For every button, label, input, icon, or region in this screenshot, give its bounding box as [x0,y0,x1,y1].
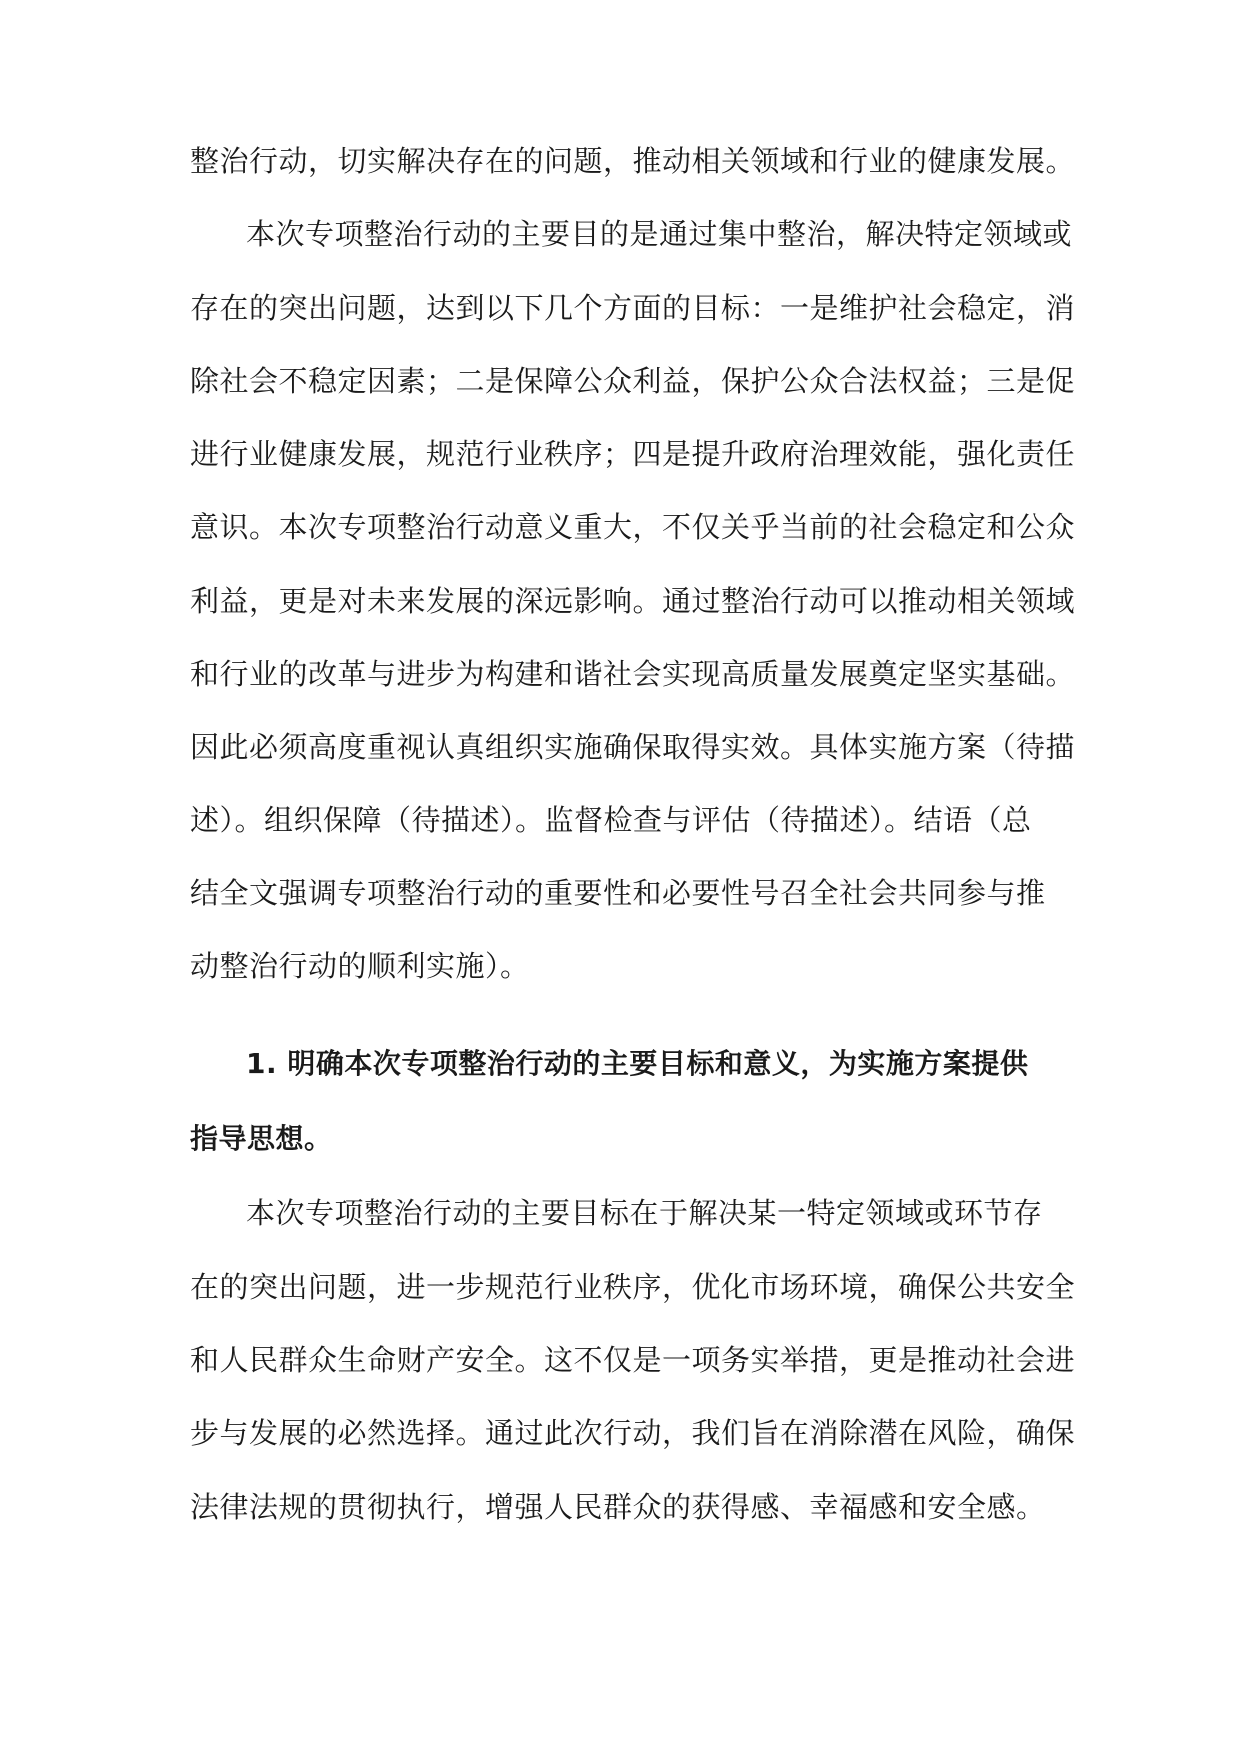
paragraph-line: 因此必须高度重视认真组织实施确保取得实效。具体实施方案（待描 [190,730,1076,764]
paragraph-line: 存在的突出问题，达到以下几个方面的目标：一是维护社会稳定，消 [190,291,1076,325]
paragraph-line: 在的突出问题，进一步规范行业秩序，优化市场环境，确保公共安全 [190,1270,1076,1304]
paragraph-line: 本次专项整治行动的主要目标在于解决某一特定领域或环节存 [246,1196,1043,1230]
paragraph-line: 述）。组织保障（待描述）。监督检查与评估（待描述）。结语（总 [190,803,1032,837]
paragraph-line: 动整治行动的顺利实施）。 [190,949,530,983]
paragraph-line: 和行业的改革与进步为构建和谐社会实现高质量发展奠定坚实基础。 [190,657,1076,691]
paragraph-line: 步与发展的必然选择。通过此次行动，我们旨在消除潜在风险，确保 [190,1416,1076,1450]
paragraph-line: 除社会不稳定因素；二是保障公众利益，保护公众合法权益；三是促 [190,364,1076,398]
section-heading: 1. 明确本次专项整治行动的主要目标和意义，为实施方案提供 [246,1047,1029,1080]
paragraph-line: 整治行动，切实解决存在的问题，推动相关领域和行业的健康发展。 [190,144,1076,178]
paragraph-line: 和人民群众生命财产安全。这不仅是一项务实举措，更是推动社会进 [190,1343,1076,1377]
paragraph-line: 结全文强调专项整治行动的重要性和必要性号召全社会共同参与推 [190,876,1046,910]
paragraph-line: 意识。本次专项整治行动意义重大，不仅关乎当前的社会稳定和公众 [190,510,1076,544]
paragraph-line: 进行业健康发展，规范行业秩序；四是提升政府治理效能，强化责任 [190,437,1076,471]
paragraph-line: 利益，更是对未来发展的深远影响。通过整治行动可以推动相关领域 [190,584,1076,618]
paragraph-line: 本次专项整治行动的主要目的是通过集中整治，解决特定领域或 [246,217,1073,251]
section-heading: 指导思想。 [190,1122,333,1155]
paragraph-line: 法律法规的贯彻执行，增强人民群众的获得感、幸福感和安全感。 [190,1490,1046,1524]
